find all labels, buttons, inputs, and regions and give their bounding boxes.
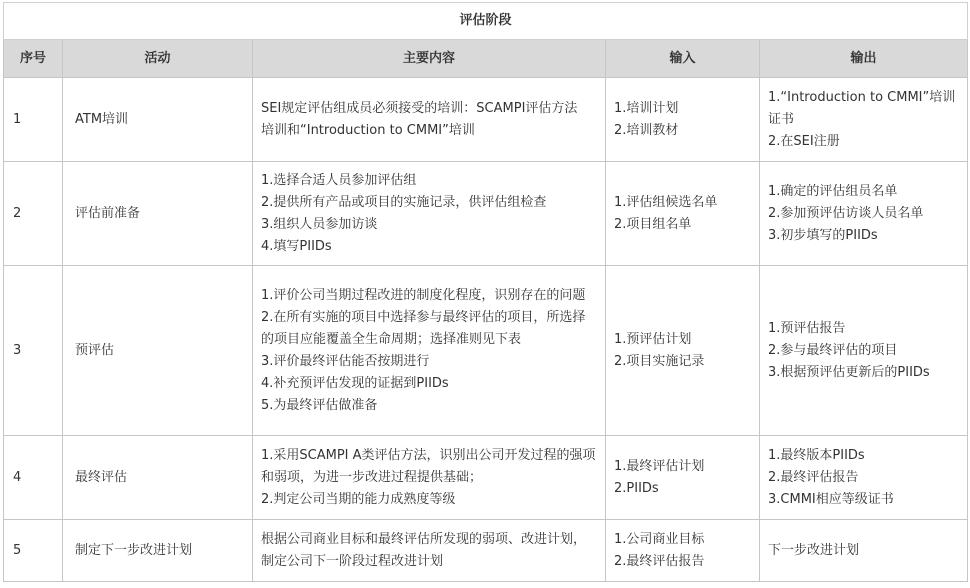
content-line: 1.采用SCAMPI A类评估方法，识别出公司开发过程的强项和弱项，为进一步改进过程提供基础； — [261, 447, 596, 485]
row-content — [253, 436, 606, 520]
input-line: 2.PIIDs — [614, 480, 659, 496]
row-activity: ATM培训 — [63, 78, 253, 162]
row-activity: 预评估 — [63, 266, 253, 436]
output-line: 1.预评估报告 — [768, 320, 846, 336]
row-no: 5 — [4, 520, 63, 582]
content-line: 3.组织人员参加访谈 — [261, 216, 378, 232]
content-line: 1.评价公司当期过程改进的制度化程度，识别存在的问题 — [261, 287, 586, 303]
input-line: 2.最终评估报告 — [614, 553, 705, 569]
table-row — [4, 78, 968, 162]
row-input — [606, 436, 760, 520]
content-line: 3.评价最终评估能否按期进行 — [261, 353, 430, 369]
row-activity: 最终评估 — [63, 436, 253, 520]
row-content — [253, 520, 606, 582]
content-line: 4.填写PIIDs — [261, 238, 332, 254]
input-line: 2.项目实施记录 — [614, 353, 705, 369]
output-line: 2.在SEI注册 — [768, 133, 840, 149]
output-line: 2.参与最终评估的项目 — [768, 342, 898, 358]
row-input — [606, 78, 760, 162]
output-line: 1.确定的评估组员名单 — [768, 183, 898, 199]
content-line: 1.选择合适人员参加评估组 — [261, 172, 417, 188]
content-line: 5.为最终评估做准备 — [261, 397, 378, 413]
content-line: 2.在所有实施的项目中选择参与最终评估的项目，所选择的项目应能覆盖全生命周期；选择准则见下表 — [261, 309, 586, 347]
header-output: 输出 — [760, 40, 968, 78]
table-row — [4, 162, 968, 266]
content-line: 4.补充预评估发现的证据到PIIDs — [261, 375, 449, 391]
input-line: 1.评估组候选名单 — [614, 194, 718, 210]
row-content — [253, 162, 606, 266]
output-line: 1.“Introduction to CMMI”培训证书 — [768, 89, 956, 127]
row-activity: 评估前准备 — [63, 162, 253, 266]
row-content — [253, 78, 606, 162]
content-line: 2.判定公司当期的能力成熟度等级 — [261, 491, 456, 507]
row-input — [606, 266, 760, 436]
row-activity: 制定下一步改进计划 — [63, 520, 253, 582]
content-line: 根据公司商业目标和最终评估所发现的弱项、改进计划，制定公司下一阶段过程改进计划 — [261, 531, 587, 569]
input-line: 1.公司商业目标 — [614, 531, 705, 547]
content-line: 2.提供所有产品或项目的实施记录，供评估组检查 — [261, 194, 547, 210]
row-output — [760, 162, 968, 266]
row-no: 3 — [4, 266, 63, 436]
output-line: 3.根据预评估更新后的PIIDs — [768, 364, 930, 380]
output-line: 3.CMMI相应等级证书 — [768, 491, 894, 507]
header-content: 主要内容 — [253, 40, 606, 78]
input-line: 2.培训教材 — [614, 122, 679, 138]
assessment-phase-table — [3, 2, 968, 582]
input-line: 1.预评估计划 — [614, 331, 692, 347]
row-no: 2 — [4, 162, 63, 266]
output-line: 下一步改进计划 — [768, 542, 860, 558]
input-line: 1.最终评估计划 — [614, 458, 705, 474]
row-input — [606, 162, 760, 266]
input-line: 1.培训计划 — [614, 100, 679, 116]
table-row — [4, 266, 968, 436]
content-line: SEI规定评估组成员必须接受的培训：SCAMPI评估方法 — [261, 100, 578, 116]
row-output — [760, 436, 968, 520]
row-content — [253, 266, 606, 436]
header-activity: 活动 — [63, 40, 253, 78]
header-input: 输入 — [606, 40, 760, 78]
row-output — [760, 520, 968, 582]
row-output — [760, 78, 968, 162]
row-no: 4 — [4, 436, 63, 520]
input-line: 2.项目组名单 — [614, 216, 692, 232]
output-line: 1.最终版本PIIDs — [768, 447, 865, 463]
row-no: 1 — [4, 78, 63, 162]
table-title: 评估阶段 — [4, 3, 968, 40]
output-line: 2.参加预评估访谈人员名单 — [768, 205, 924, 221]
table-row — [4, 520, 968, 582]
header-no: 序号 — [4, 40, 63, 78]
row-input — [606, 520, 760, 582]
content-line: 培训和“Introduction to CMMI”培训 — [261, 122, 475, 138]
row-output — [760, 266, 968, 436]
output-line: 2.最终评估报告 — [768, 469, 859, 485]
table-row — [4, 436, 968, 520]
output-line: 3.初步填写的PIIDs — [768, 227, 878, 243]
